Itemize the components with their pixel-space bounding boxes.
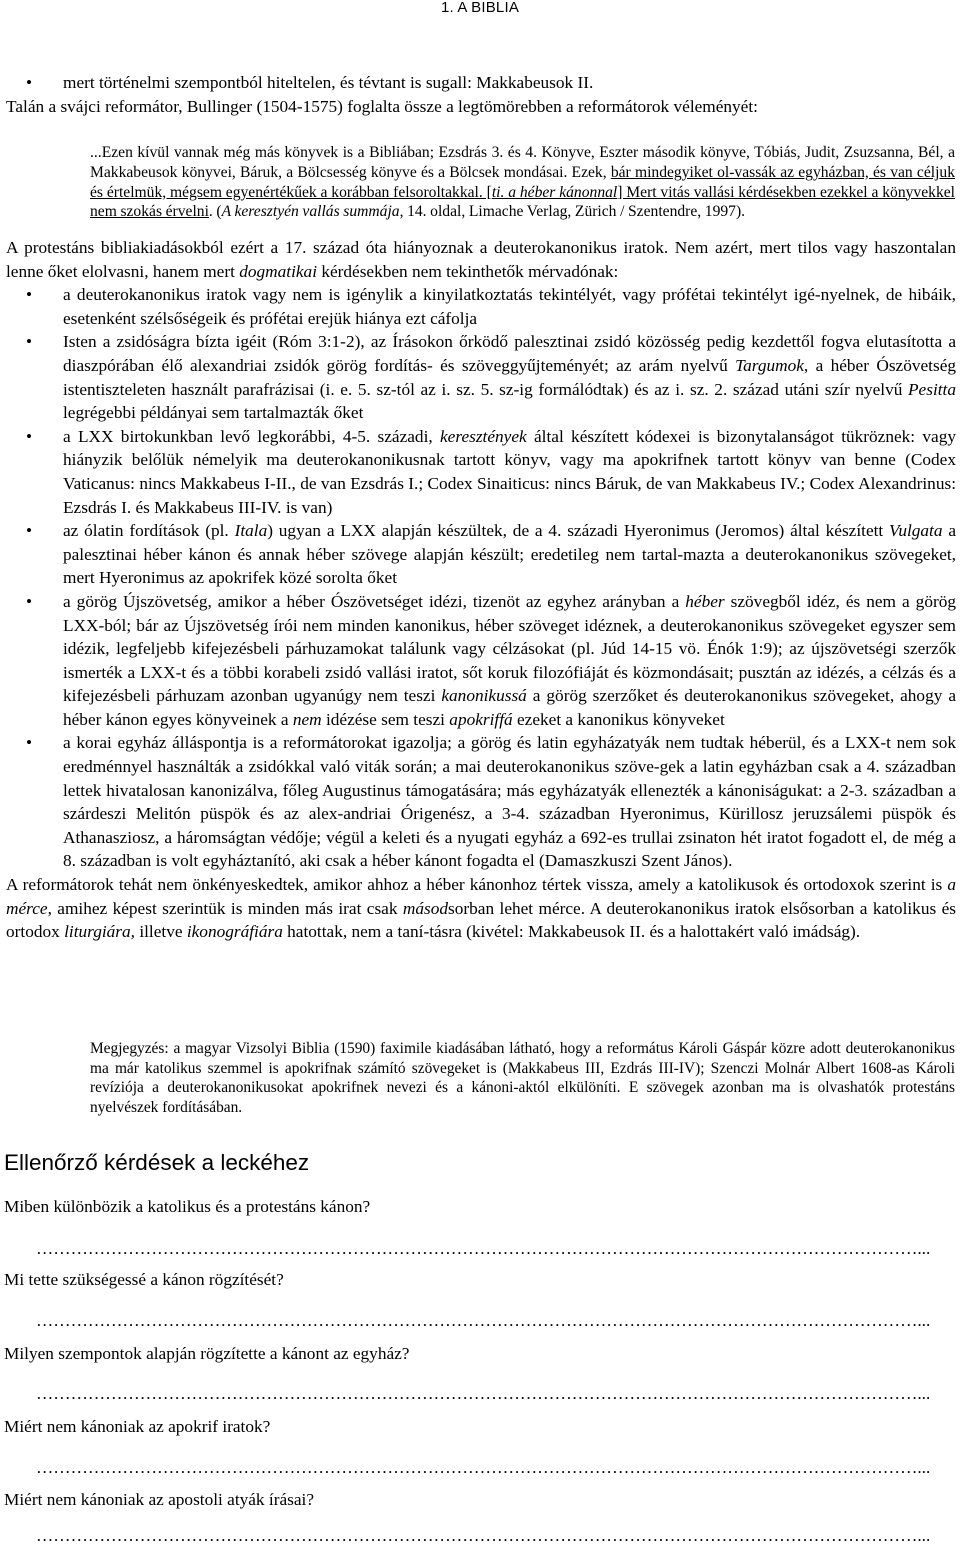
quote-citation: , 14. oldal, Limache Verlag, Zürich / Szentendre, 1997).: [399, 203, 746, 221]
quote-underlined-text: ] Mert vitás vallási kérdésekben ezekkel a könyvekkel nem szokás érvelni: [90, 183, 955, 221]
list-item: • a korai egyház álláspontja is a reformátorokat igazolja; a görög és latin egyházatyák nem tudtak héberül, és a LXX-t nem sok eredménnyel használták a zsidókkal való viták során; a mai deuterokanonikus szöve-gek a latin egyházban csak a 4. században lettek hivatalosan kanonizálva, főleg Augustinus támogatására; más egyházatyák ellenezték a kánoniságukat: a 2-3. században a szárdeszi Melitón püspök és az alex-andriai Órigenész, a 3-4. században Hyeronimus, Kürillosz jeruzsálemi püspök és Athanasziosz, a háromságtan védője; végül a keleti és a nyugati egyház a 692-es trullai zsinaton hét iratot fogadott el, de még a 8. században is volt egyháztanító, aki csak a héber kánont fogadta el (Damaszkuszi Szent János).: [6, 731, 956, 873]
list-item: • Isten a zsidóságra bízta igéit (Róm 3:1-2), az Írásokon őrködő palesztinai zsidó közösség pedig kezdettől fogva elutasította a diaszpórában élő alexandriai zsidók görög fordítás- és szöveggyűjteményét; az arám nyelvű Targumok, a héber Ószövetség istentiszteleten használt parafrázisai (i. e. 5. sz-tól az i. sz. 5. sz-ig formálódtak) és az i. sz. 2. század utáni szír nyelvű Pesitta legrégebbi példányai sem tartalmazták őket: [6, 330, 956, 424]
answer-line[interactable]: ………………………………………………………………………………………………………………………………………...: [36, 1526, 931, 1545]
list-item: • az ólatin fordítások (pl. Itala) ugyan a LXX alapján készültek, de a 4. századi Hyeronimus (Jeromos) által készített Vulgata a palesztinai héber kánon és annak héber szövege alapján készült; eredetileg nem tartal-mazta a deuterokanonikus szövegeket, mert Hyeronimus az apokrifek közé sorolta őket: [6, 519, 956, 590]
quote-text: ...Ezen kívül vannak még más könyvek is a Bibliában; Ezsdrás 3. és 4. Könyve, Eszter második könyve, Tóbiás, Judit, Zsuzsanna, Bél, a Makkabeusok könyvei, Báruk, a Bölcsesség könyve és a Bölcsek mondásai. Ezek,: [90, 144, 955, 181]
note-paragraph: Megjegyzés: a magyar Vizsolyi Biblia (1590) faximile kiadásában látható, hogy a református Károli Gáspár közre adott deuterokanonikus ma már katolikus szemmel is apokrifnak számító szövegeket is (Makkabeus III, Ezdrás III-IV); Szenczi Molnár Albert 1608-as Károli revíziója a deuterokanonikusokat apokrifnek nevezi és a kánoni-aktól elkülöníti. E szövegek azonban ma is olvashatók protestáns nyelvészek fordításában.: [90, 1040, 955, 1116]
quote-source-title: A keresztyén vallás summája: [221, 203, 400, 221]
paragraph: A protestáns bibliakiadásokból ezért a 17. század óta hiányoznak a deuterokanonikus iratok. Nem azért, mert tilos vagy haszontalan lenne őket elolvasni, hanem mert dogmatikai kérdésekben nem tekinthetők mérvadónak:: [6, 238, 956, 281]
list-item: • a deuterokanonikus iratok vagy nem is igénylik a kinyilatkoztatás tekintélyét, vagy prófétai tekintélyt igé-nyelnek, de hibáik, esetenként szélsőségeik és prófétai erejük hiánya ezt cáfolja: [6, 283, 956, 330]
review-question: Miért nem kánoniak az apokrif iratok?: [4, 1417, 271, 1436]
answer-line[interactable]: ………………………………………………………………………………………………………………………………………...: [36, 1384, 931, 1403]
review-question: Mi tette szükségessé a kánon rögzítését?: [4, 1270, 284, 1289]
section-heading: Ellenőrző kérdések a leckéhez: [4, 1150, 310, 1175]
intro-block: [6, 71, 956, 118]
review-question: Miért nem kánoniak az apostoli atyák írásai?: [4, 1490, 314, 1509]
answer-line[interactable]: ………………………………………………………………………………………………………………………………………...: [36, 1239, 931, 1258]
running-header: 1. A BIBLIA: [440, 0, 520, 16]
answer-line[interactable]: ………………………………………………………………………………………………………………………………………...: [36, 1458, 931, 1477]
quote-underlined-text: bár mindegyiket ol-vassák az egyházban, és van céljuk és értelmük, mégsem egyenértékűek a korábban felsoroltakkal. [: [90, 163, 956, 201]
paragraph: A reformátorok tehát nem önkényeskedtek, amikor ahhoz a héber kánonhoz tértek vissza, amely a katolikusok és ortodoxok szerint is a mérce, amihez képest szerintük is minden más irat csak másodsorban lehet mérce. A deuterokanonikus iratok elsősorban a katolikus és ortodox liturgiára, illetve ikonográfiára hatottak, nem a taní-tásra (kivétel: Makkabeusok II. és a halottakért való imádság).: [6, 875, 956, 942]
intro-paragraph: Talán a svájci reformátor, Bullinger (1504-1575) foglalta össze a legtömörebben a reformátorok véleményét:: [6, 96, 758, 116]
main-text: [6, 236, 956, 944]
quote-text: . (: [208, 203, 222, 221]
quote-underlined-italic: ti. a héber kánonnal: [491, 183, 618, 201]
answer-line[interactable]: ………………………………………………………………………………………………………………………………………...: [36, 1311, 931, 1330]
list-item: • mert történelmi szempontból hiteltelen, és tévtant is sugall: Makkabeusok II.: [6, 71, 956, 95]
review-question: Miben különbözik a katolikus és a protestáns kánon?: [4, 1197, 371, 1216]
review-question: Milyen szempontok alapján rögzítette a kánont az egyház?: [4, 1344, 410, 1363]
bullinger-quote: [90, 143, 955, 222]
list-item: • a görög Újszövetség, amikor a héber Ószövetséget idézi, tizenöt az egyhez arányban a héber szövegből idéz, és nem a görög LXX-ból; bár az Újszövetség írói nem minden kanonikus, héber szöveget idéznek, a deuterokanonikus szövegeket egyszer sem idézik, legfeljebb kifejezésbeli párhuzamokat találunk vagy célzásokat (pl. Júd 14-15 vö. Énók 1:9); az újszövetségi szerzők ismerték a LXX-t és a többi korabeli zsidó vallási iratot, sőt koruk filozófiáját és közmondásait; pusztán az idézés, a célzás és a kifejezésbeli párhuzam azonban ugyanúgy nem teszi kanonikussá a görög szerzőket és deuterokanonikus szövegeket, ahogy a héber kánon egyes könyveinek a nem idézése sem teszi apokriffá ezeket a kanonikus könyveket: [6, 590, 956, 732]
list-item: • a LXX birtokunkban levő legkorábbi, 4-5. századi, keresztények által készített kódexei is bizonytalanságot tükröznek: vagy hiányzik belőlük némelyik ma deuterokanonikusnak tartott könyv, vagy ma apokrifnek tartott könyv van benne (Codex Vaticanus: nincs Makkabeus I-II., de van Ezsdrás I.; Codex Sinaiticus: nincs Báruk, de van Makkabeus IV.; Codex Alexandrinus: Ezsdrás I. és Makkabeus III-IV. is van): [6, 425, 956, 519]
